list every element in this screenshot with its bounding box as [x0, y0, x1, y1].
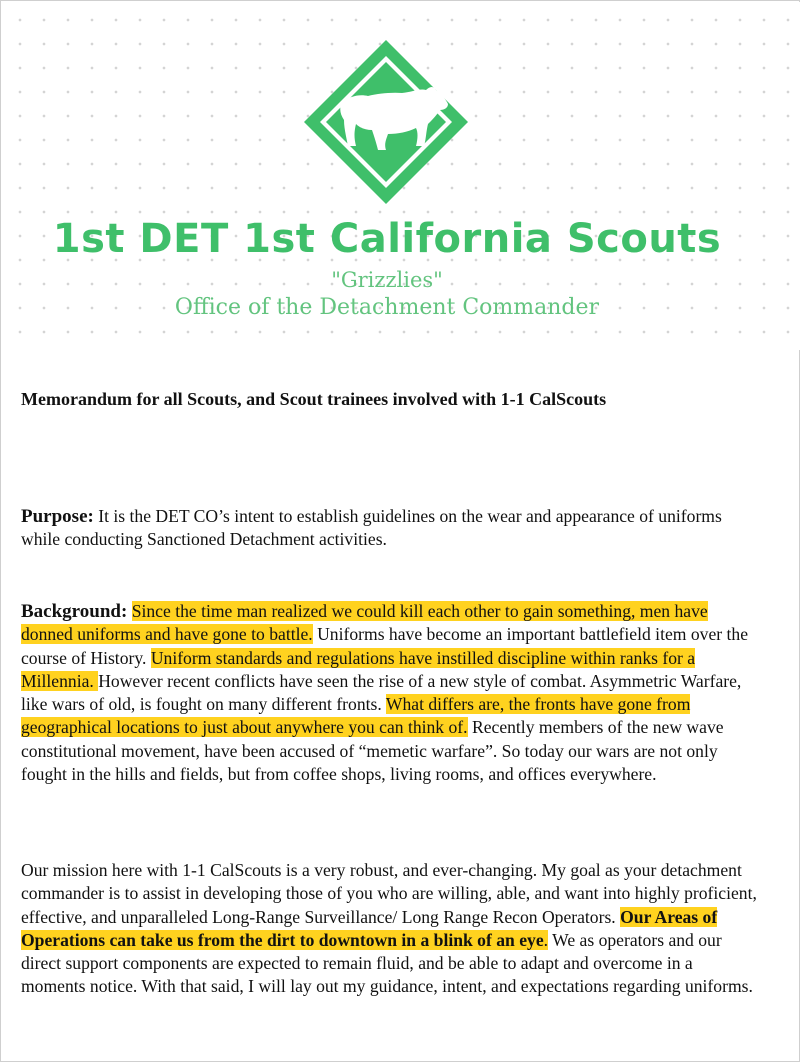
- mission-text: We as operators and our direct support components are expected to remain fluid, and be able to adapt and overcome in a moments notice. With that said, I will lay out my guidance, intent, and expectations regarding uniforms.: [21, 929, 753, 997]
- highlighted-text: What differs are, the fronts have gone from geographical locations to just about anywhere you can think of.: [21, 694, 691, 738]
- highlighted-period: .: [543, 929, 549, 950]
- background-paragraph: [21, 600, 761, 786]
- background-text: However recent conflicts have seen the rise of a new style of combat. Asymmetric Warfare, like wars of old, is fought on many different fronts.: [21, 670, 742, 715]
- purpose-text: It is the DET CO’s intent to establish guidelines on the wear and appearance of uniforms while conducting Sanctioned Detachment activities.: [21, 506, 722, 550]
- mission-text: Our mission here with 1-1 CalScouts is a very robust, and ever-changing. My goal as your detachment commander is to assist in developing those of you who are willing, able, and want into highly proficient, effective, and unparalleled Long-Range Surveillance/ Long Range Recon Operators.: [21, 860, 757, 927]
- background-text: Uniforms have become an important battlefield item over the course of History.: [21, 624, 749, 668]
- office-title: Office of the Detachment Commander: [174, 295, 600, 320]
- purpose-label: Purpose:: [21, 506, 94, 527]
- org-nickname: "Grizzlies": [331, 268, 443, 292]
- background-label: Background:: [21, 601, 128, 622]
- highlighted-text: Since the time man realized we could kill each other to gain something, men have donned uniforms and have gone to battle.: [21, 601, 708, 645]
- purpose-paragraph: [21, 505, 761, 552]
- memo-title: Memorandum for all Scouts, and Scout trainees involved with 1-1 CalScouts: [21, 389, 607, 409]
- grizzly-bear-diamond-icon: [302, 38, 470, 206]
- mission-paragraph: [21, 859, 761, 999]
- highlighted-text: Uniform standards and regulations have instilled discipline within ranks for a Millennia.: [21, 647, 696, 691]
- background-text: Recently members of the new wave constitutional movement, have been accused of “memetic warfare”. So today our wars are not only fought in the hills and fields, but from coffee shops, living rooms, and offices everywhere.: [21, 717, 724, 785]
- org-name: 1st DET 1st California Scouts: [52, 216, 722, 262]
- highlighted-bold-text: Our Areas of Operations can take us from the dirt to downtown in a blink of an eye: [21, 906, 718, 950]
- letterhead: [2, 2, 800, 350]
